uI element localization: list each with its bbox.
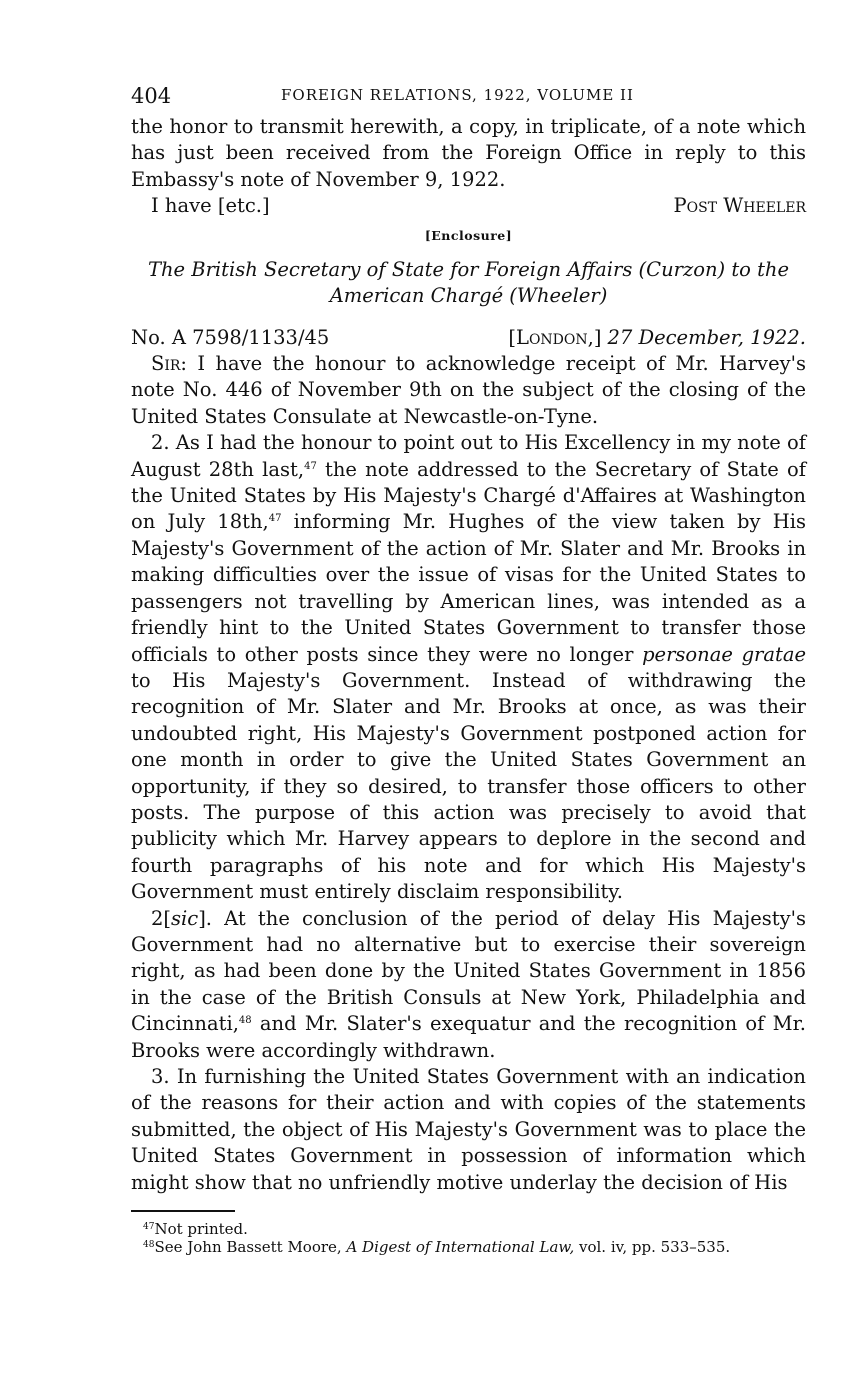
signer-name: Post Wheeler	[673, 194, 806, 218]
paragraph-3: 2[sic]. At the conclusion of the period of delay His Majesty's Government had no alternative but to exercise their sovereign right, as had been done by the United States Government in 1856 in the case of the British Consuls at New York, Philadelphia and Cincinnati,$^{48}$ and Mr. Slater's exequatur and the recognition of Mr. Brooks were accordingly withdrawn.	[131, 906, 806, 1062]
footnote-divider	[131, 1210, 235, 1212]
paragraph-2: 2. As I had the honour to point out to His Excellency in my note of August 28th last,$^{47}$ the note addressed to the Secretary of State of the United States by His Majesty's Chargé d'Affaires at Washington on July 18th,$^{47}$ informing Mr. Hughes of the view taken by His Majesty's Government of the action of Mr. Slater and Mr. Brooks in making difficulties over the issue of visas for the United States to passengers not travelling by American lines, was intended as a friendly hint to the United States Government to transfer those officials to other posts since they were no longer personae gratae to His Majesty's Government. Instead of withdrawing the recognition of Mr. Slater and Mr. Brooks at once, as was their undoubted right, His Majesty's Government postponed action for one month in order to give the United States Government an opportunity, if they so desired, to transfer those officers to other posts. The purpose of this action was precisely to avoid that publicity which Mr. Harvey appears to deplore in the second and fourth paragraphs of his note and for which His Majesty's Government must entirely disclaim responsibility.	[131, 431, 807, 904]
enclosure-heading-line-2: American Chargé (Wheeler)	[329, 283, 608, 307]
reference-line	[131, 325, 806, 351]
file-number: No. A 7598/1133/45	[131, 325, 330, 349]
salutation: Sir:	[151, 352, 187, 376]
paragraph-1: Sir: I have the honour to acknowledge receipt of Mr. Harvey's note No. 446 of November 9th on the subject of the closing of the United States Consulate at Newcastle-on-Tyne.	[131, 352, 806, 428]
footnote-47: $^{47}$Not printed.	[143, 1220, 248, 1239]
signature-line	[131, 193, 806, 219]
place: [London,]	[508, 325, 602, 349]
footnote-48: $^{48}$See John Bassett Moore, A Digest of International Law, vol. iv, pp. 533–535.	[143, 1238, 731, 1257]
enclosure-label: [Enclosure]	[424, 227, 513, 243]
running-title: FOREIGN RELATIONS, 1922, VOLUME II	[281, 86, 634, 104]
footnote-ref-47[interactable]: 47	[304, 460, 317, 472]
enclosure-heading-line-1: The British Secretary of State for Foreign Affairs (Curzon) to the	[147, 257, 790, 281]
document-page	[131, 80, 806, 1256]
enclosure-heading	[131, 257, 806, 309]
footnote-ref-48[interactable]: 48	[238, 1015, 252, 1027]
date: 27 December, 1922.	[607, 325, 806, 349]
footnote-ref-47-second[interactable]: 47	[268, 513, 282, 525]
page-number: 404	[131, 84, 172, 108]
intro-paragraph: the honor to transmit herewith, a copy, in triplicate, of a note which has just been received from the Foreign Office in reply to this Embassy's note of November 9, 1922.	[131, 115, 806, 191]
paragraph-4: 3. In furnishing the United States Government with an indication of the reasons for their action and with copies of the statements submitted, the object of His Majesty's Government was to place the United States Government in possession of information which might show that no unfriendly motive underlay the decision of His	[131, 1065, 806, 1194]
place-date	[508, 325, 806, 351]
closing: I have [etc.]	[151, 194, 270, 218]
running-head	[131, 80, 806, 114]
